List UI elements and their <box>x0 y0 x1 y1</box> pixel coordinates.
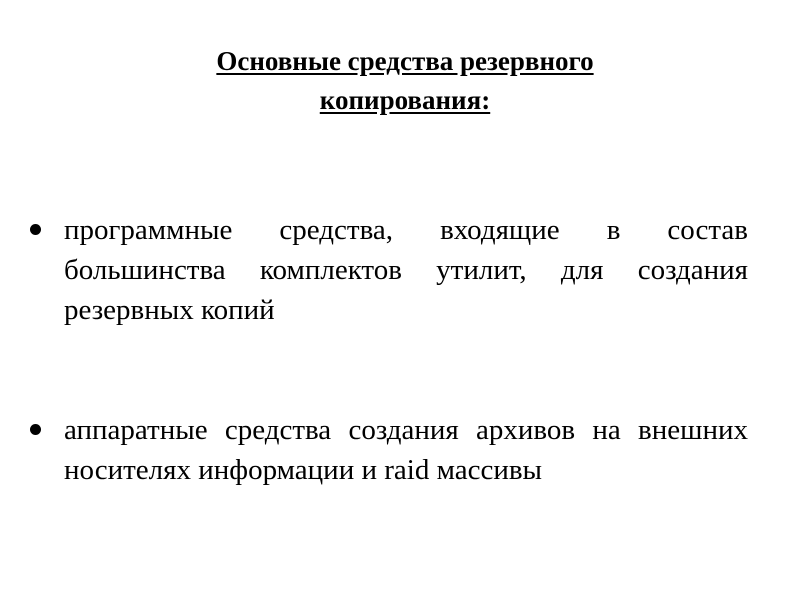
bullet-dot-icon <box>30 424 41 435</box>
slide-title <box>100 42 710 120</box>
bullet-dot-icon <box>30 224 41 235</box>
bullet-text: аппаратные средства создания архивов на внешних носителях информации и raid массивы <box>64 414 748 486</box>
title-line-1: Основные средства резервного <box>216 46 594 76</box>
title-line-2: копирования: <box>319 85 491 115</box>
bullet-text: программные средства, входящие в состав большинства комплектов утилит, для создания резервных копий <box>64 214 748 326</box>
